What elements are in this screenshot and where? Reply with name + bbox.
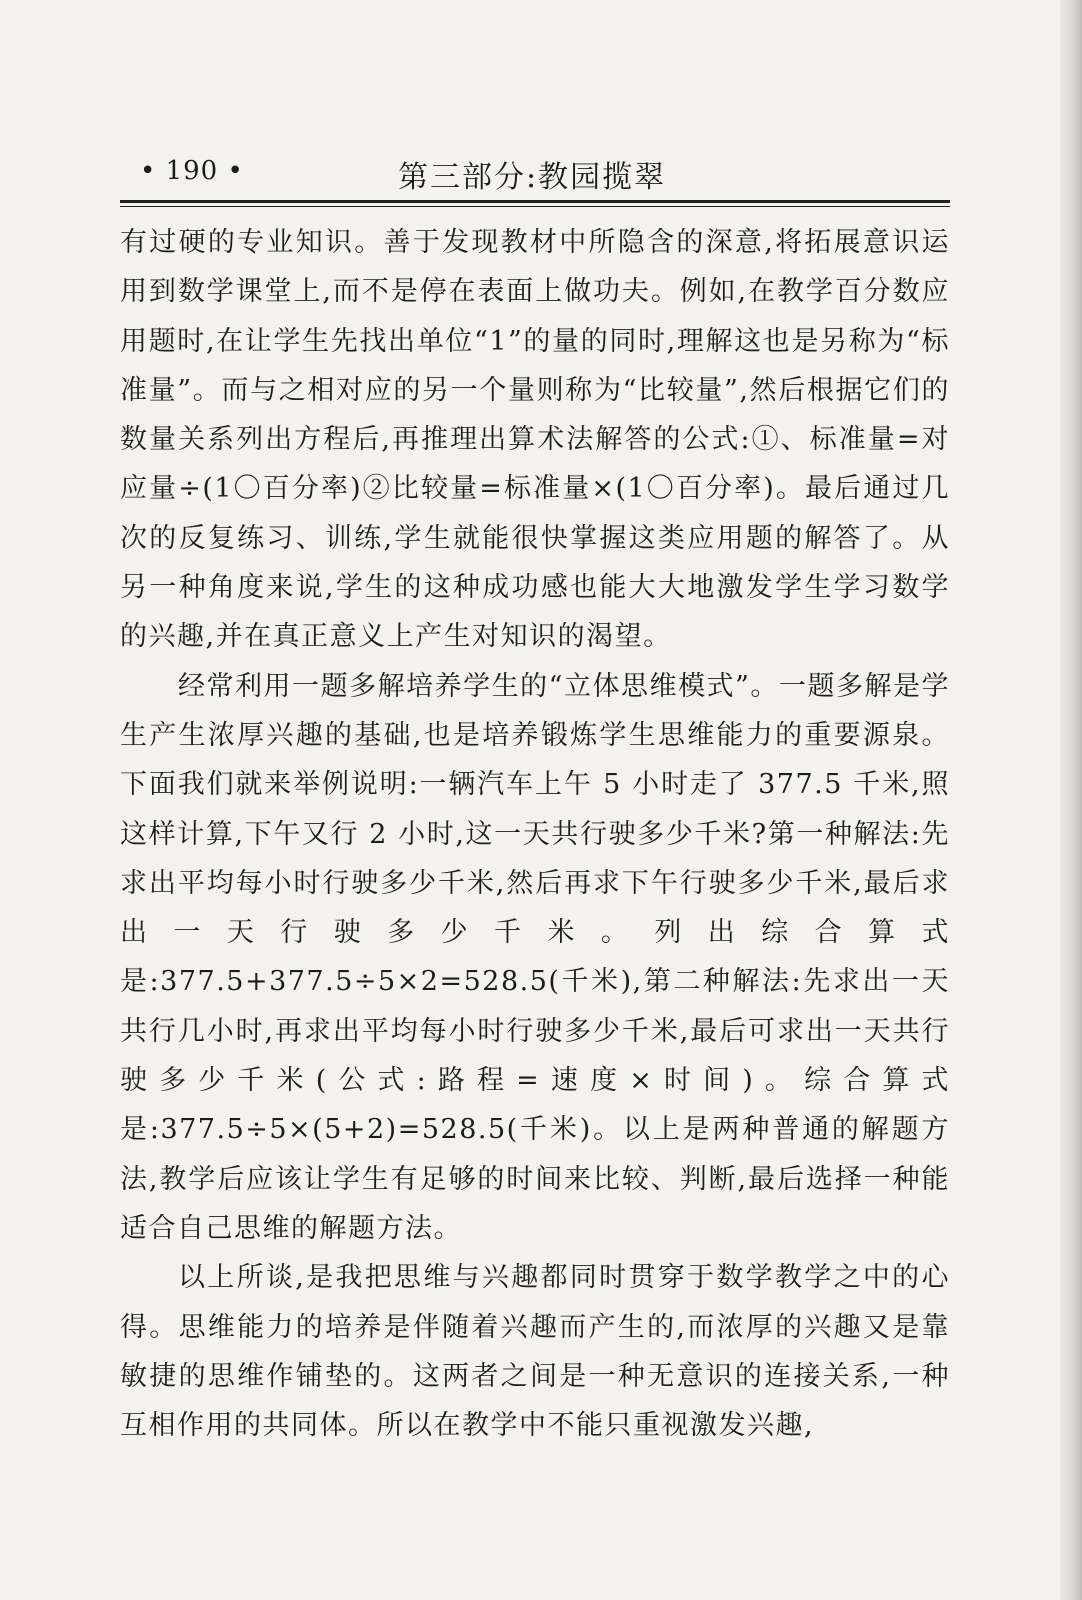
header-rule-thin: [120, 206, 950, 207]
running-header: [120, 150, 950, 194]
header-rule-thick: [120, 200, 950, 203]
page-number: • 190 •: [140, 156, 244, 186]
page-edge: [1060, 0, 1082, 1600]
body-text: [120, 218, 950, 1450]
paragraph-one-problem-many-solutions: 经常利用一题多解培养学生的“立体思维模式”。一题多解是学生产生浓厚兴趣的基础,也是培养锻炼学生思维能力的重要源泉。下面我们就来举例说明:一辆汽车上午 5 小时走了 377.5 千米,照这样计算,下午又行 2 小时,这一天共行驶多少千米?第一种解法:先求出平均每小时行驶多少千米,然后再求下午行驶多少千米,最后求出一天行驶多少千米。列出综合算式是:377.5+377.5÷5×2=528.5(千米),第二种解法:先求出一天共行几小时,再求出平均每小时行驶多少千米,最后可求出一天共行驶多少千米(公式:路程=速度×时间)。综合算式是:377.5÷5×(5+2)=528.5(千米)。以上是两种普通的解题方法,教学后应该让学生有足够的时间来比较、判断,最后选择一种能适合自己思维的解题方法。: [120, 670, 950, 1244]
paragraph-continued: 有过硬的专业知识。善于发现教材中所隐含的深意,将拓展意识运用到数学课堂上,而不是停在表面上做功夫。例如,在教学百分数应用题时,在让学生先找出单位“1”的量的同时,理解这也是另称为“标准量”。而与之相对应的另一个量则称为“比较量”,然后根据它们的数量关系列出方程后,再推理出算术法解答的公式:①、标准量=对应量÷(1〇百分率)②比较量=标准量×(1〇百分率)。最后通过几次的反复练习、训练,学生就能很快掌握这类应用题的解答了。从另一种角度来说,学生的这种成功感也能大大地激发学生学习数学的兴趣,并在真正意义上产生对知识的渴望。: [120, 227, 950, 653]
section-title: 第三部分:教园揽翠: [398, 160, 667, 195]
paragraph-conclusion: 以上所谈,是我把思维与兴趣都同时贯穿于数学教学之中的心得。思维能力的培养是伴随着兴趣而产生的,而浓厚的兴趣又是靠敏捷的思维作铺垫的。这两者之间是一种无意识的连接关系,一种互相作用的共同体。所以在教学中不能只重视激发兴趣,: [120, 1262, 950, 1442]
